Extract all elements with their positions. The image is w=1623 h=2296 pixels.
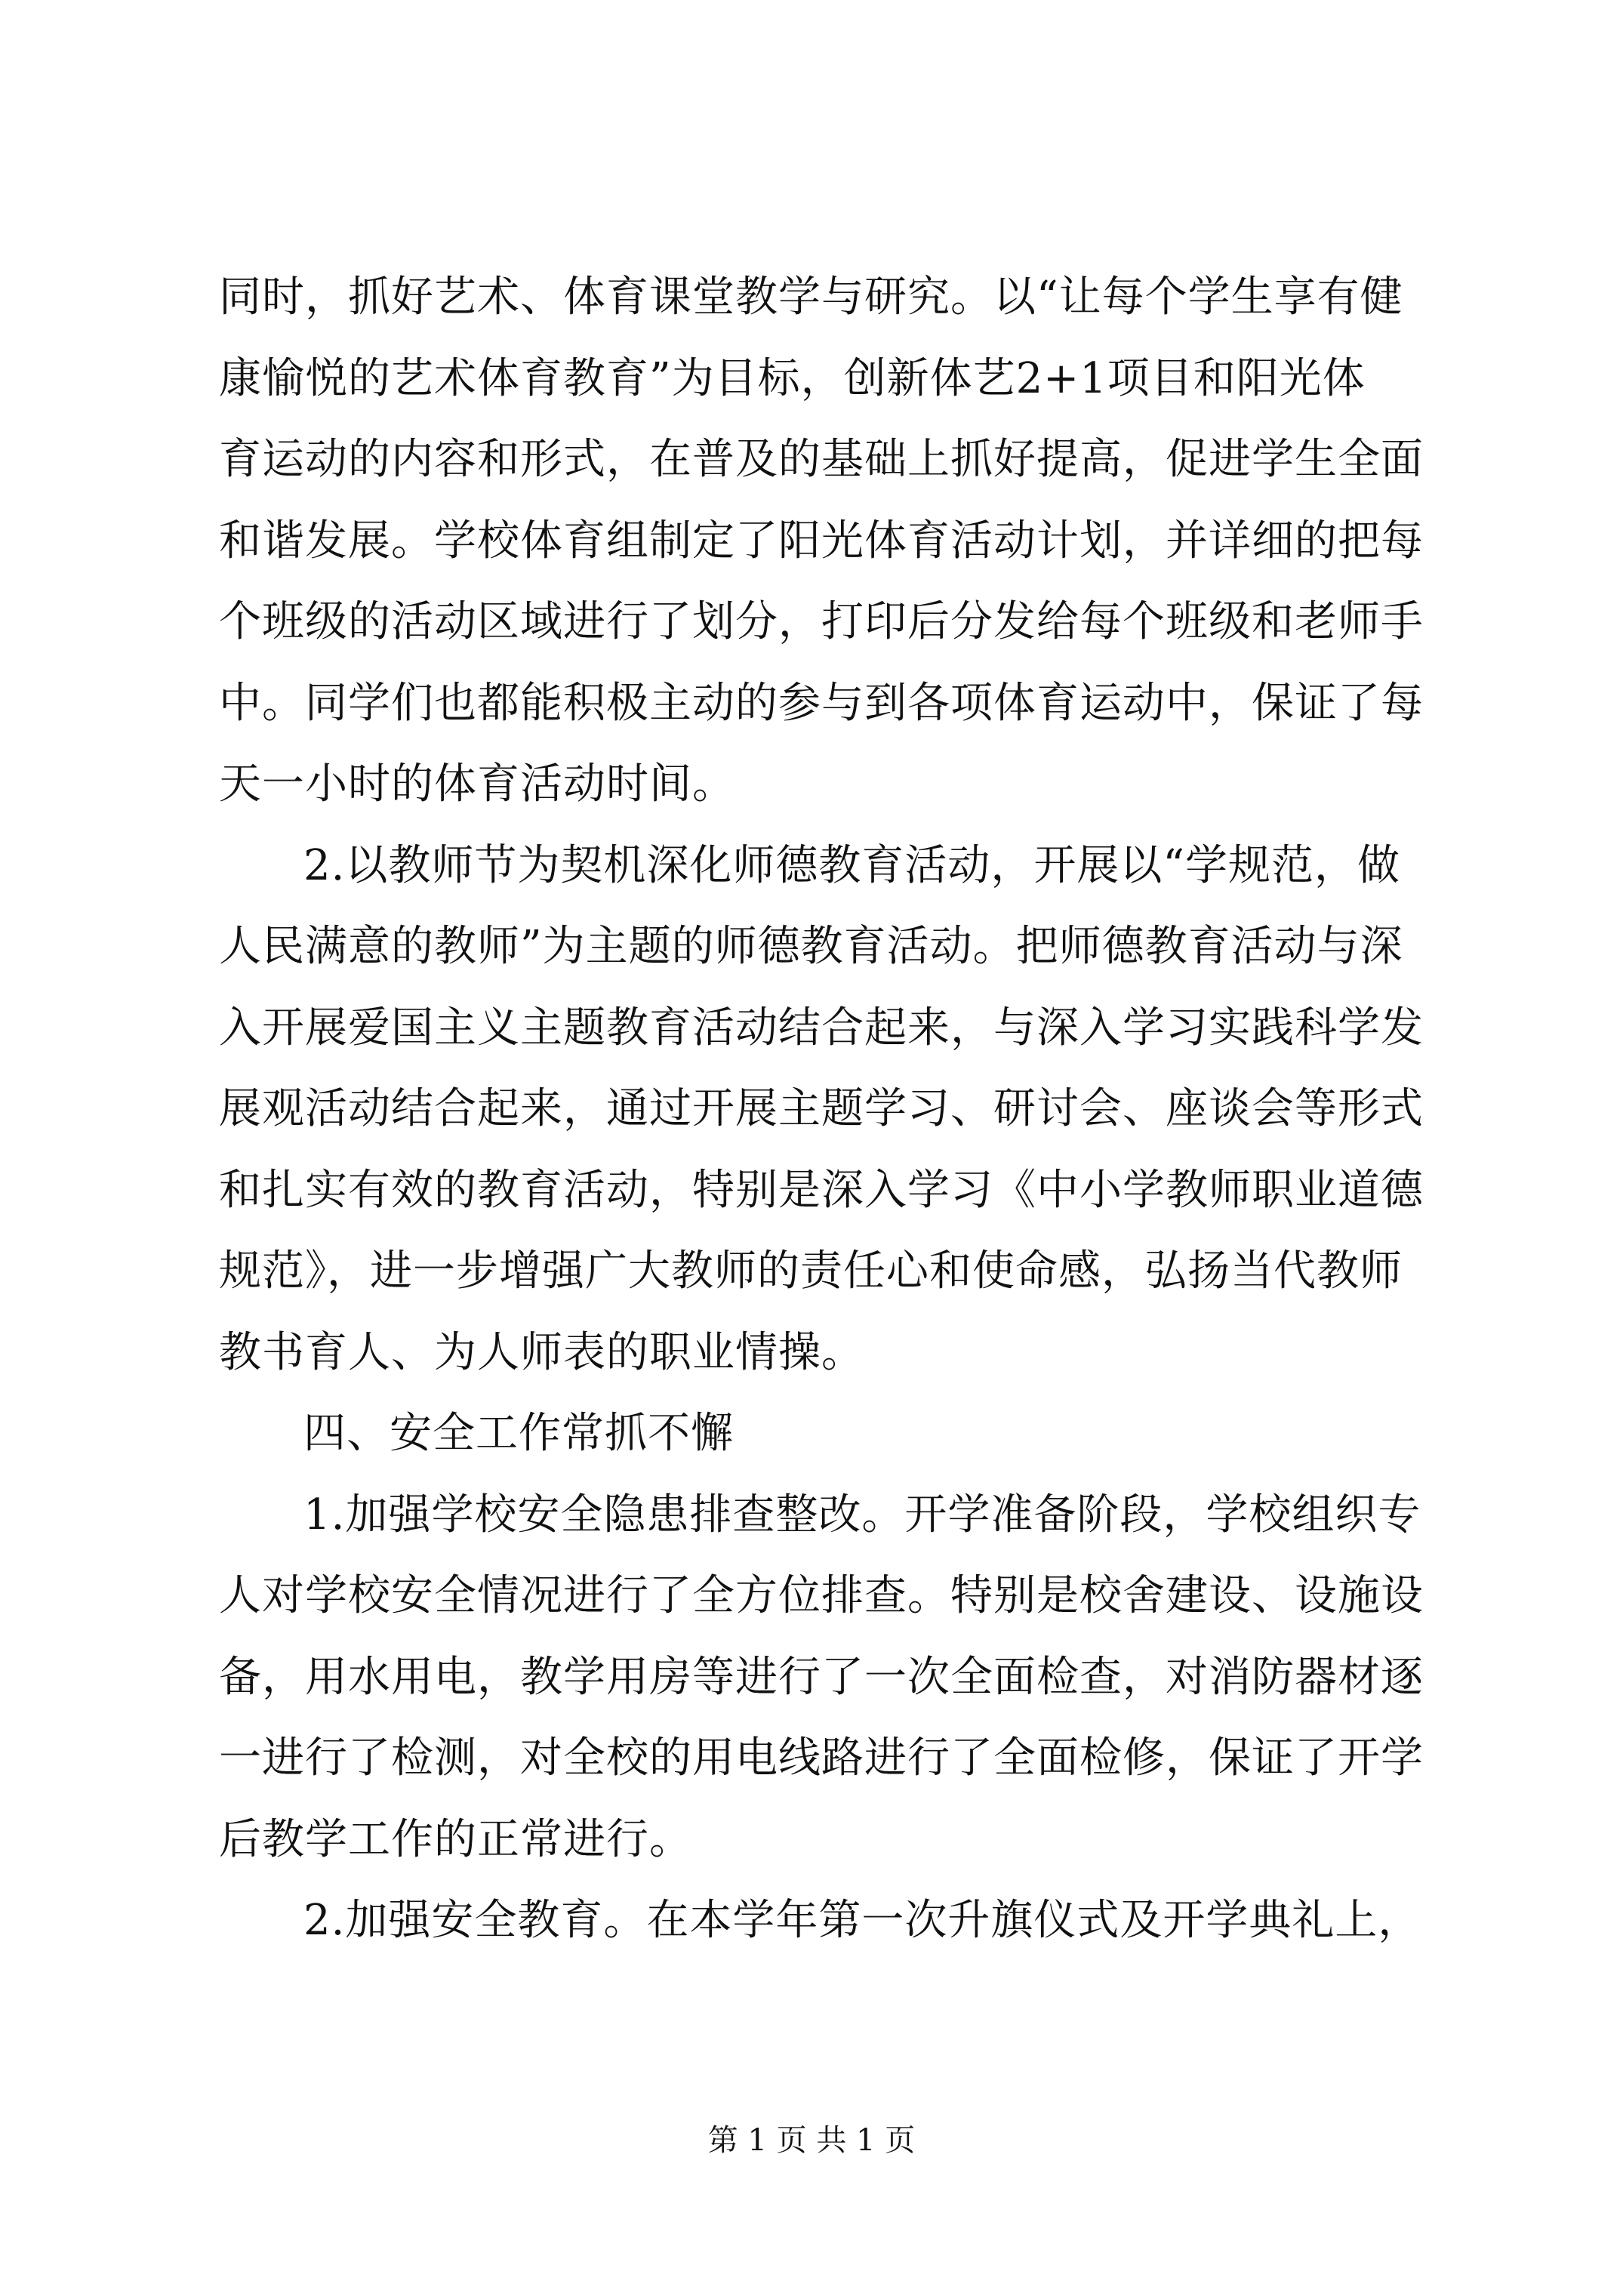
text-line: 个班级的活动区域进行了划分，打印后分发给每个班级和老师手: [219, 597, 1424, 646]
text-line: 中。同学们也都能积极主动的参与到各项体育运动中，保证了每: [219, 678, 1424, 728]
text-line: 备，用水用电，教学用房等进行了一次全面检查，对消防器材逐: [219, 1652, 1424, 1702]
page-footer: 第 1 页 共 1 页: [707, 2123, 916, 2158]
text-line: 和扎实有效的教育活动，特别是深入学习《中小学教师职业道德: [219, 1165, 1424, 1215]
text-line: 入开展爱国主义主题教育活动结合起来，与深入学习实践科学发: [219, 1003, 1424, 1052]
text-line: 一进行了检测，对全校的用电线路进行了全面检修，保证了开学: [219, 1734, 1424, 1783]
paragraph-start-line: 1.加强学校安全隐患排查整改。开学准备阶段，学校组织专: [303, 1490, 1421, 1539]
text-line: 康愉悦的艺术体育教育”为目标，创新体艺2+1项目和阳光体: [219, 353, 1366, 403]
text-line: 和谐发展。学校体育组制定了阳光体育活动计划，并详细的把每: [219, 516, 1424, 566]
section-heading: 四、安全工作常抓不懈: [303, 1409, 734, 1458]
paragraph-start-line: 2.加强安全教育。在本学年第一次升旗仪式及开学典礼上，: [303, 1896, 1421, 1945]
document-body: [219, 257, 1424, 1962]
paragraph-start-line: 2.以教师节为契机深化师德教育活动，开展以“学规范，做: [303, 840, 1401, 890]
text-line: 同时，抓好艺术、体育课堂教学与研究。以“让每个学生享有健: [219, 273, 1403, 322]
text-line: 规范》，进一步增强广大教师的责任心和使命感，弘扬当代教师: [219, 1247, 1403, 1296]
text-line: 育运动的内容和形式，在普及的基础上抓好提高，促进学生全面: [219, 435, 1424, 484]
text-line: 后教学工作的正常进行。: [219, 1814, 692, 1864]
text-line: 展观活动结合起来，通过开展主题学习、研讨会、座谈会等形式: [219, 1084, 1424, 1133]
text-line: 教书育人、为人师表的职业情操。: [219, 1327, 864, 1377]
text-line: 人对学校安全情况进行了全方位排查。特别是校舍建设、设施设: [219, 1571, 1424, 1620]
text-line: 人民满意的教师”为主题的师德教育活动。把师德教育活动与深: [219, 922, 1403, 971]
text-line: 天一小时的体育活动时间。: [219, 760, 735, 809]
